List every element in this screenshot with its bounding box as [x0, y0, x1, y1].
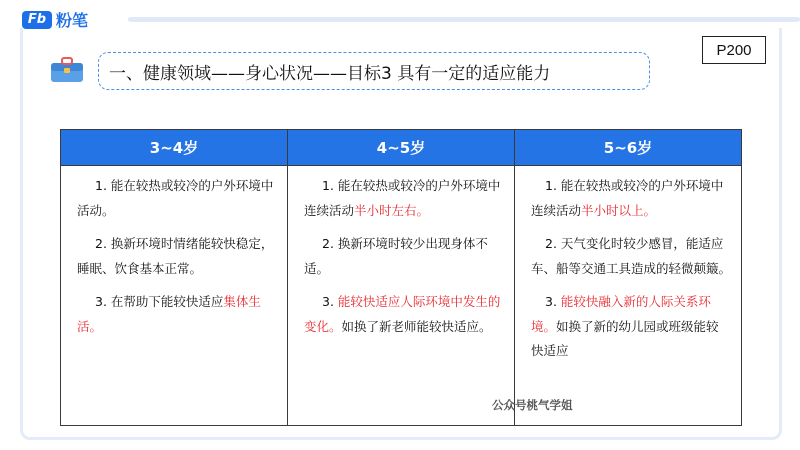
table-header-row	[61, 130, 741, 165]
goal-highlight: 半小时以上。	[581, 202, 657, 218]
goal-text: 1. 能在较热或较冷的户外环境中连续活动	[531, 178, 724, 218]
fenbi-logo-mark: Fb	[22, 11, 52, 29]
goal-item: 2. 换新环境时较少出现身体不适。	[304, 236, 488, 276]
page-reference: P200	[702, 36, 766, 64]
watermark-credit: 公众号桃气学姐	[492, 398, 573, 412]
goal-highlight: 能较快融入新的人际关系环境。	[531, 294, 711, 334]
goal-item	[77, 290, 277, 339]
goal-highlight: 集体生活。	[77, 294, 261, 334]
goal-text: 如换了新的幼儿园或班级能较快适应	[531, 318, 719, 358]
cell-age-3-4	[61, 166, 288, 425]
goals-table	[60, 129, 742, 426]
goal-highlight: 半小时左右。	[354, 202, 430, 218]
section-title-box	[98, 52, 650, 90]
goal-text: 3.	[322, 294, 338, 309]
goal-item	[531, 174, 731, 223]
goal-item	[531, 290, 731, 364]
header-age-4-5: 4~5岁	[288, 130, 515, 165]
header-age-5-6: 5~6岁	[603, 139, 653, 157]
table-body-row	[61, 165, 741, 425]
goal-text: 3. 在帮助下能较快适应	[95, 294, 224, 309]
goal-text: 如换了新老师能较快适应。	[341, 318, 492, 334]
goal-text: 1. 能在较热或较冷的户外环境中连续活动	[304, 178, 501, 218]
goal-highlight: 能较快适应人际环境中发生的变化。	[304, 294, 501, 334]
header-age-3-4: 3~4岁	[61, 130, 288, 165]
cell-age-5-6	[515, 166, 741, 425]
goal-item	[304, 290, 504, 339]
goal-text: 3.	[545, 294, 561, 309]
briefcase-icon	[50, 57, 84, 83]
header-rule	[128, 17, 800, 22]
fenbi-logo-name: 粉笔	[56, 11, 89, 30]
cell-age-4-5	[288, 166, 515, 425]
section-title: 一、健康领域——身心状况——目标3 具有一定的适应能力	[109, 63, 551, 84]
goal-item	[304, 174, 504, 223]
goal-item: 2. 换新环境时情绪能较快稳定，睡眠、饮食基本正常。	[77, 236, 274, 276]
goal-item: 2. 天气变化时较少感冒，能适应车、船等交通工具造成的轻微颠簸。	[531, 236, 732, 276]
goal-item: 1. 能在较热或较冷的户外环境中活动。	[77, 178, 274, 218]
